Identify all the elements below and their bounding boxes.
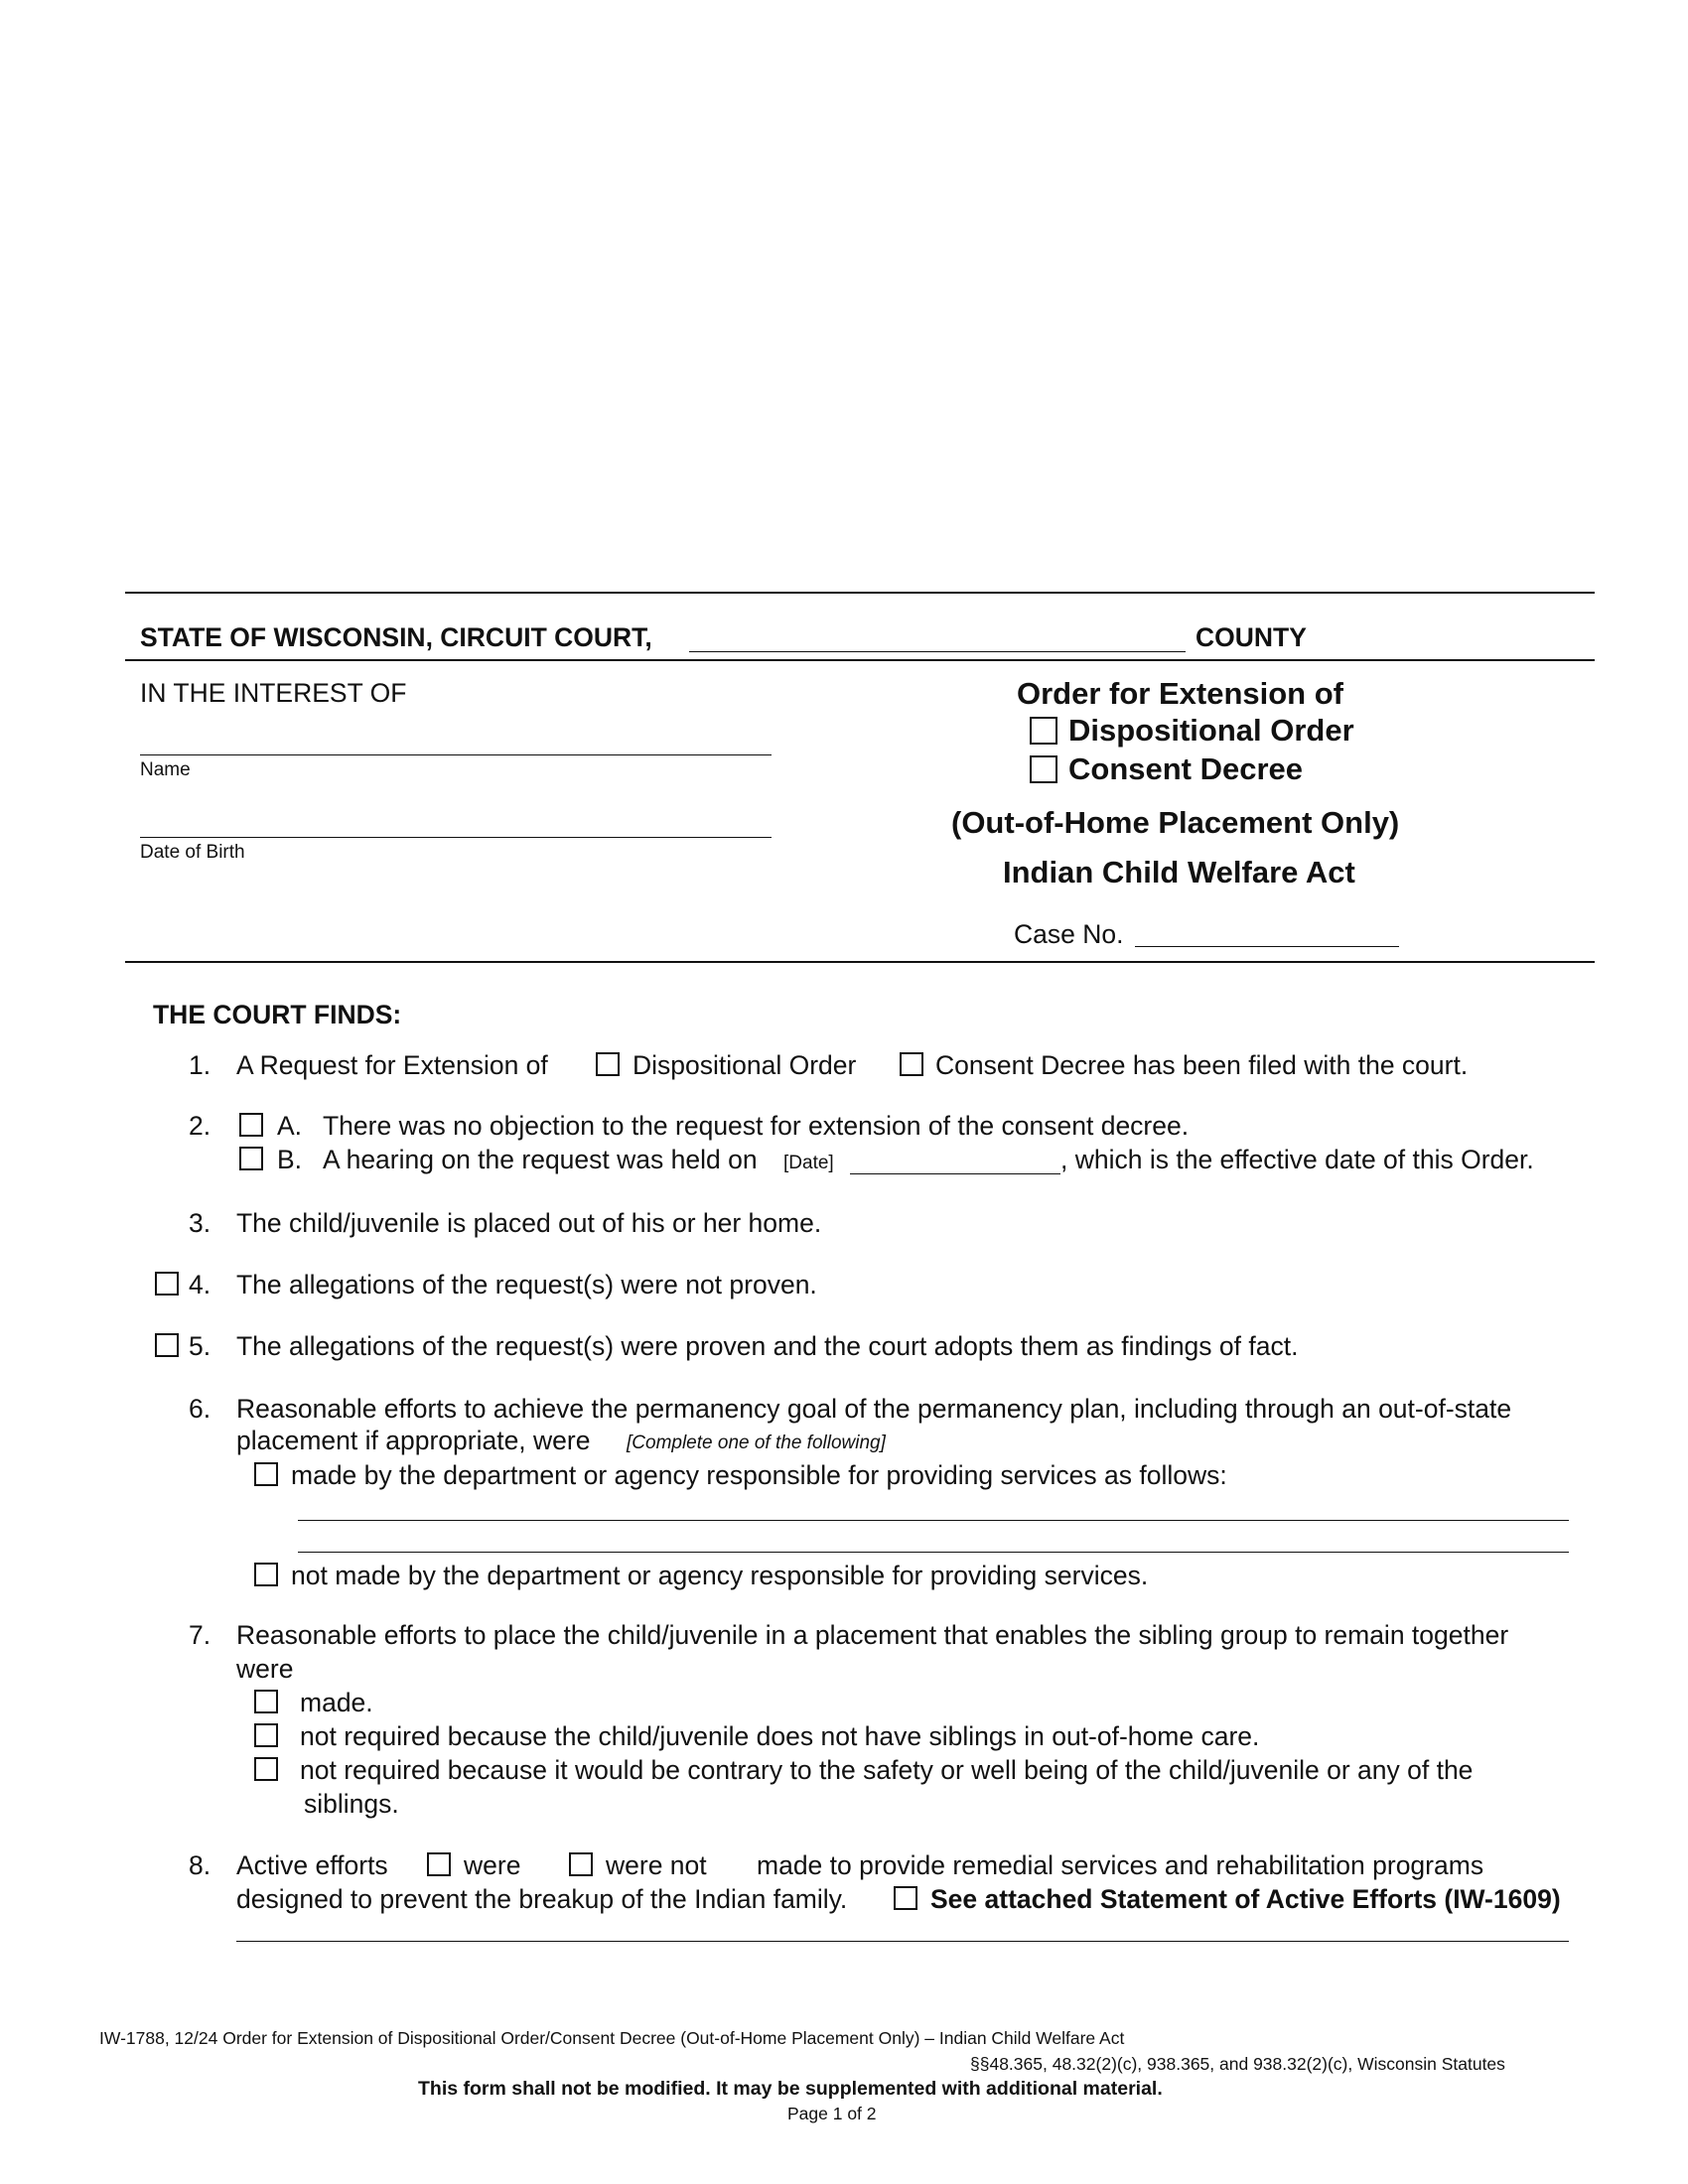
finding-2b-text: A hearing on the request was held on [323,1145,758,1174]
finding-8-lead: Active efforts [236,1850,388,1880]
name-label: Name [140,759,191,780]
case-no-label: Case No. [1014,919,1124,949]
finding-6-services-line-1[interactable] [298,1520,1569,1521]
finding-2a-checkbox[interactable] [239,1113,263,1137]
form-subtitle: (Out-of-Home Placement Only) [951,805,1400,840]
finding-2b-tail: , which is the effective date of this Order. [1060,1145,1534,1174]
dob-label: Date of Birth [140,842,245,863]
finding-8-attached-label: See attached Statement of Active Efforts (IW-1609) [930,1884,1561,1914]
finding-2a-text: There was no objection to the request for extension of the consent decree. [323,1111,1190,1141]
finding-6-not-made-checkbox[interactable] [254,1563,278,1586]
interest-of-label: IN THE INTEREST OF [140,678,407,708]
finding-7-made-checkbox[interactable] [254,1690,278,1713]
court-line: STATE OF WISCONSIN, CIRCUIT COURT, [140,622,652,652]
finding-8-line-2: designed to prevent the breakup of the Indian family. [236,1884,848,1914]
footer-statutes: §§48.365, 48.32(2)(c), 938.365, and 938.32(2)(c), Wisconsin Statutes [970,2054,1505,2074]
consent-decree-option: Consent Decree [1068,751,1304,786]
finding-7-contrary-checkbox[interactable] [254,1757,278,1781]
finding-8-number: 8. [189,1850,211,1880]
finding-7-line-2: were [236,1654,294,1684]
finding-6-hint: [Complete one of the following] [627,1433,886,1453]
finding-4-checkbox[interactable] [155,1272,179,1296]
finding-4-text: The allegations of the request(s) were not proven. [236,1270,817,1299]
finding-8-were-checkbox[interactable] [427,1852,451,1876]
finding-6-number: 6. [189,1394,211,1424]
finding-1-consent-label: Consent Decree has been filed with the court. [935,1050,1469,1080]
finding-6-services-line-2[interactable] [298,1552,1569,1553]
footer-form-id: IW-1788, 12/24 Order for Extension of Dispositional Order/Consent Decree (Out-of-Home Placement Only) – Indian Child Welfare Act [99,2028,1125,2048]
finding-4-number: 4. [189,1270,211,1299]
finding-7-no-siblings-checkbox[interactable] [254,1723,278,1747]
county-label: COUNTY [1196,622,1307,652]
hearing-date-field[interactable] [850,1173,1060,1174]
dispositional-order-option: Dispositional Order [1068,713,1354,748]
top-rule [125,592,1595,594]
dob-field[interactable] [140,837,772,838]
finding-5-number: 5. [189,1331,211,1361]
finding-1-text: A Request for Extension of [236,1050,548,1080]
finding-3-text: The child/juvenile is placed out of his or her home. [236,1208,822,1238]
finding-8-line-field[interactable] [236,1941,1569,1942]
finding-1-dispositional-checkbox[interactable] [596,1052,620,1076]
finding-6-not-made-label: not made by the department or agency responsible for providing services. [291,1561,1149,1590]
county-field[interactable] [689,651,1186,652]
consent-decree-checkbox[interactable] [1030,755,1057,783]
finding-7-number: 7. [189,1620,211,1650]
finding-8-were-not-checkbox[interactable] [569,1852,593,1876]
dispositional-order-checkbox[interactable] [1030,717,1057,745]
finding-2a-letter: A. [277,1111,303,1141]
act-title: Indian Child Welfare Act [1003,855,1355,889]
finding-6-made-checkbox[interactable] [254,1462,278,1486]
name-field[interactable] [140,754,772,755]
finding-6-line-1: Reasonable efforts to achieve the permanency goal of the permanency plan, including through an out-of-state [236,1394,1512,1424]
finding-6-line-2: placement if appropriate, were [236,1426,591,1455]
form-title: Order for Extension of [1017,676,1343,711]
finding-8-were-not-label: were not [606,1850,707,1880]
caption-rule [125,659,1595,661]
finding-7-line-1: Reasonable efforts to place the child/juvenile in a placement that enables the sibling group to remain together [236,1620,1509,1650]
footer-page-number: Page 1 of 2 [787,2104,877,2123]
finding-7-no-siblings-label: not required because the child/juvenile does not have siblings in out-of-home care. [300,1721,1260,1751]
case-no-field[interactable] [1135,946,1399,947]
finding-2b-letter: B. [277,1145,303,1174]
caption-bottom-rule [125,961,1595,963]
finding-8-attached-checkbox[interactable] [894,1886,917,1910]
findings-heading: THE COURT FINDS: [153,1000,402,1029]
finding-2-number: 2. [189,1111,211,1141]
finding-8-tail: made to provide remedial services and rehabilitation programs [757,1850,1484,1880]
finding-6-made-label: made by the department or agency responsible for providing services as follows: [291,1460,1227,1490]
finding-7-made-label: made. [300,1688,373,1717]
footer-notice: This form shall not be modified. It may be supplemented with additional material. [418,2078,1163,2100]
finding-2b-date-hint: [Date] [783,1153,834,1173]
finding-2b-checkbox[interactable] [239,1147,263,1170]
finding-8-were-label: were [464,1850,521,1880]
finding-1-number: 1. [189,1050,211,1080]
finding-7-contrary-label-1: not required because it would be contrary to the safety or well being of the child/juvenile or any of the [300,1755,1474,1785]
finding-5-text: The allegations of the request(s) were proven and the court adopts them as findings of fact. [236,1331,1299,1361]
finding-7-contrary-label-2: siblings. [304,1789,399,1819]
finding-5-checkbox[interactable] [155,1333,179,1357]
finding-3-number: 3. [189,1208,211,1238]
finding-1-dispositional-label: Dispositional Order [633,1050,857,1080]
finding-1-consent-checkbox[interactable] [900,1052,923,1076]
